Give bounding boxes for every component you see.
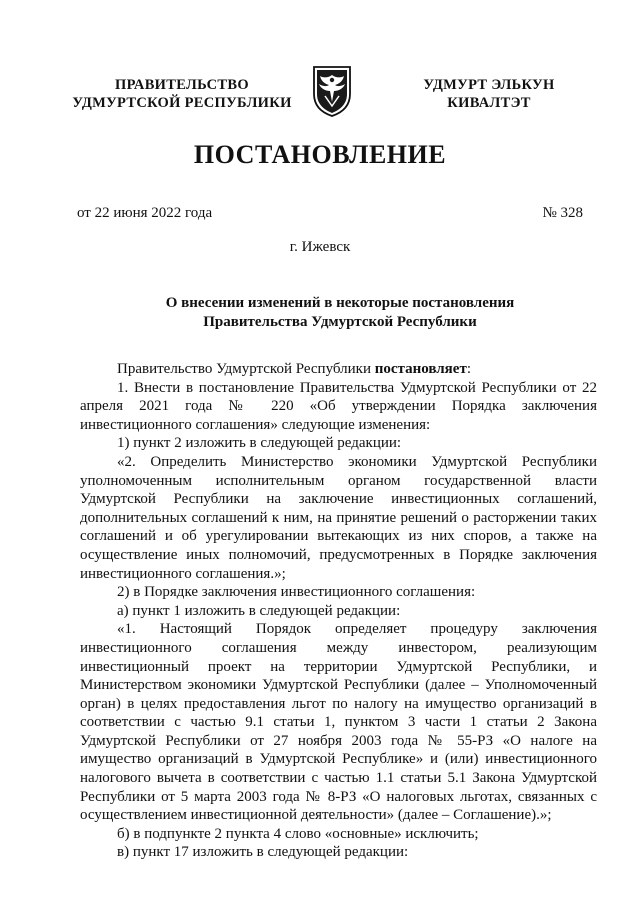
document-title: ПОСТАНОВЛЕНИЕ [193,140,447,169]
header-right [394,76,584,112]
body-paragraph: а) пункт 1 изложить в следующей редакции: [117,602,401,619]
header-left-line2: УДМУРТСКОЙ РЕСПУБЛИКИ [72,95,292,111]
coat-of-arms-icon [311,64,353,118]
subject-line2: Правительства Удмуртской Республики [203,314,477,330]
document-subject [100,294,580,332]
intro-end: : [466,361,471,377]
document-date: от 22 июня 2022 года [77,205,213,221]
header-right-line2: КИВАЛТЭТ [447,95,531,111]
body-paragraph: б) в подпункте 2 пункта 4 слово «основные» исключить; [117,825,479,842]
body-paragraph: «1. Настоящий Порядок определяет процедуру заключения инвестиционного соглашения между инвестором, реализующим инвестиционный проект на территории Удмуртской Республики, и Министерством экономики Удмуртской Республики (далее – Уполномоченный орган) в целях предоставления льгот по налогу на имущество организаций в соответствии с частью 9.1 статьи 1, пунктом 3 части 1 статьи 2 Закона Удмуртской Республики от 27 ноября 2003 года № 55-РЗ «О налоге на имущество организаций в Удмуртской Республике» и (или) инвестиционного налогового вычета в соответствии с частью 1.1 статьи 5.1 Закона Удмуртской Республики от 5 марта 2003 года № 8-РЗ «О налоговых льготах, связанных с осуществлением инвестиционной деятельности» (далее – Соглашение).»; [80,621,597,824]
document-body [80,360,597,862]
intro-text: Правительство Удмуртской Республики [117,361,375,377]
body-paragraph: 2) в Порядке заключения инвестиционного соглашения: [117,584,476,601]
body-paragraph: 1) пункт 2 изложить в следующей редакции: [117,435,402,452]
intro-bold: постановляет [374,361,467,377]
body-paragraph: «2. Определить Министерство экономики Удмуртской Республики уполномоченным исполнительным органом государственной власти Удмуртской Республики на заключение инвестиционных соглашений, дополнительных соглашений к ним, на принятие решений о расторжении таких соглашений и об урегулировании вытекающих из них споров, а также на осуществление иных полномочий, предусмотренных в Порядке заключения инвестиционного соглашения.»; [80,453,597,582]
intro-paragraph [80,360,597,379]
body-paragraph: 1. Внести в постановление Правительства Удмуртской Республики от 22 апреля 2021 года № 220 «Об утверждении Порядка заключения инвестиционного соглашения» следующие изменения: [80,379,597,433]
header-left [62,76,302,112]
document-city: г. Ижевск [289,239,351,255]
document-number: № 328 [542,205,583,221]
header-right-line1: УДМУРТ ЭЛЬКУН [423,77,555,93]
header-left-line1: ПРАВИТЕЛЬСТВО [115,77,249,93]
body-paragraph: в) пункт 17 изложить в следующей редакции: [117,844,409,861]
subject-line1: О внесении изменений в некоторые постановления [165,295,515,311]
